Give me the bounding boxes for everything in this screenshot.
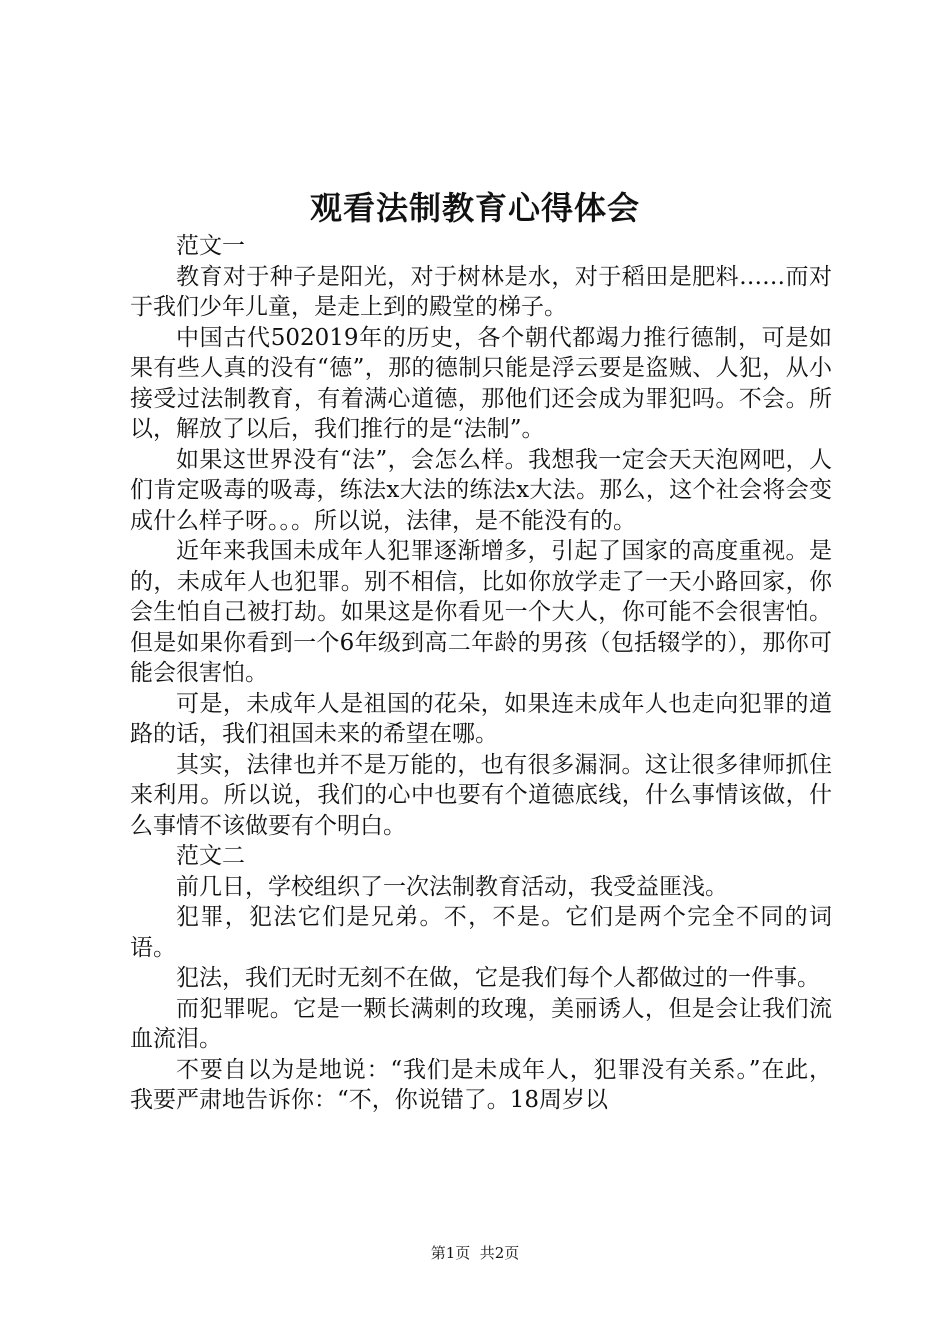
body-paragraph: 不要自以为是地说：“我们是未成年人，犯罪没有关系。”在此，我要严肃地告诉你：“不，你说错了。18周岁以 [130, 1056, 832, 1113]
body-paragraph: 中国古代502019年的历史，各个朝代都竭力推行德制，可是如果有些人真的没有“德”，那的德制只能是浮云要是盗贼、人犯，从小接受过法制教育，有着满心道德，那他们还会成为罪犯吗。不会。所以，解放了以后，我们推行的是“法制”。 [130, 324, 832, 442]
body-paragraph: 教育对于种子是阳光，对于树林是水，对于稻田是肥料……而对于我们少年儿童，是走上到的殿堂的梯子。 [130, 263, 832, 320]
body-paragraph: 其实，法律也并不是万能的，也有很多漏洞。这让很多律师抓住来利用。所以说，我们的心中也要有个道德底线，什么事情该做，什么事情不该做要有个明白。 [130, 751, 832, 839]
body-paragraph: 如果这世界没有“法”，会怎么样。我想我一定会天天泡网吧，人们肯定吸毒的吸毒，练法x大法的练法x大法。那么，这个社会将会变成什么样子呀。。。所以说，法律，是不能没有的。 [130, 446, 832, 534]
document-body [130, 231, 832, 1116]
body-paragraph: 而犯罪呢。它是一颗长满刺的玫瑰，美丽诱人，但是会让我们流血流泪。 [130, 995, 832, 1052]
body-paragraph: 可是，未成年人是祖国的花朵，如果连未成年人也走向犯罪的道路的话，我们祖国未来的希望在哪。 [130, 690, 832, 747]
body-paragraph: 犯罪，犯法它们是兄弟。不，不是。它们是两个完全不同的词语。 [130, 904, 832, 961]
body-paragraph: 前几日，学校组织了一次法制教育活动，我受益匪浅。 [176, 873, 728, 900]
page-number-label: 第1页 共2页 [430, 1244, 520, 1262]
body-paragraph: 近年来我国未成年人犯罪逐渐增多，引起了国家的高度重视。是的，未成年人也犯罪。别不相信，比如你放学走了一天小路回家，你会生怕自己被打劫。如果这是你看见一个大人，你可能不会很害怕。但是如果你看到一个6年级到高二年龄的男孩（包括辍学的），那你可能会很害怕。 [130, 538, 832, 686]
document-title: 观看法制教育心得体会 [309, 189, 640, 227]
body-paragraph: 犯法，我们无时无刻不在做，它是我们每个人都做过的一件事。 [176, 965, 820, 991]
section-heading: 范文一 [176, 233, 245, 259]
page-footer [0, 1243, 950, 1263]
section-heading: 范文二 [176, 843, 245, 869]
